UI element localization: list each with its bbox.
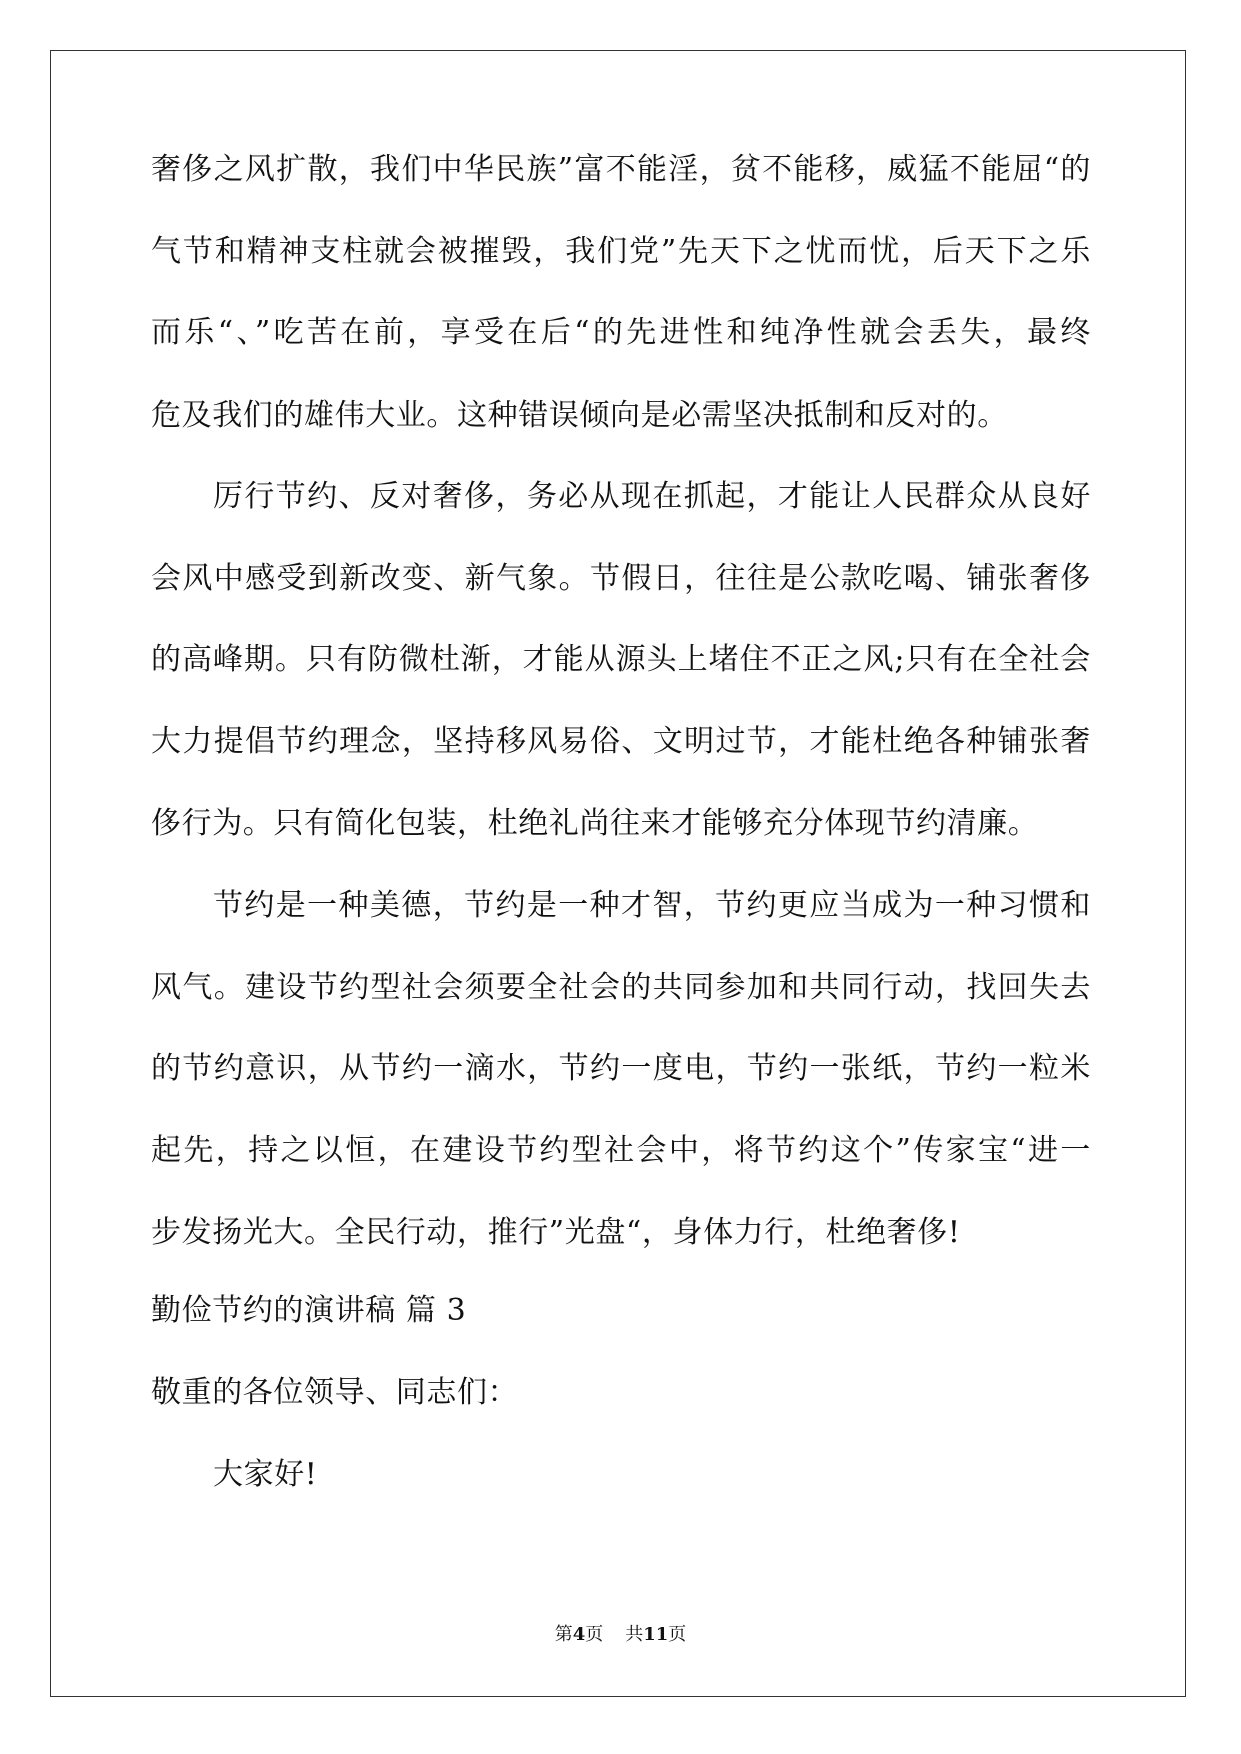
page-current-number: 4 <box>572 1624 586 1645</box>
page-total-number: 11 <box>643 1624 669 1645</box>
body-text-line: 奢侈之风扩散，我们中华民族”富不能淫，贫不能移，威猛不能屈“的 <box>151 152 1091 187</box>
body-text-line: 起先，持之以恒，在建设节约型社会中，将节约这个”传家宝“进一 <box>151 1133 1091 1168</box>
paragraph-first-line: 节约是一种美德，节约是一种才智，节约更应当成为一种习惯和 <box>213 888 1091 923</box>
greeting: 大家好! <box>213 1457 318 1492</box>
body-text-line: 的节约意识，从节约一滴水，节约一度电，节约一张纸，节约一粒米 <box>151 1051 1091 1086</box>
body-text-line: 而乐“、”吃苦在前，享受在后“的先进性和纯净性就会丢失，最终 <box>151 315 1091 350</box>
body-text-line: 步发扬光大。全民行动，推行”光盘“，身体力行，杜绝奢侈! <box>151 1215 961 1250</box>
page-unit: 页 <box>585 1624 604 1645</box>
body-text-line: 风气。建设节约型社会须要全社会的共同参加和共同行动，找回失去 <box>151 970 1091 1005</box>
total-unit: 页 <box>668 1624 687 1645</box>
body-text-line: 气节和精神支柱就会被摧毁，我们党”先天下之忧而忧，后天下之乐 <box>151 234 1091 269</box>
body-text-line: 的高峰期。只有防微杜渐，才能从源头上堵住不正之风;只有在全社会 <box>151 642 1091 677</box>
section-heading: 勤俭节约的演讲稿 篇 3 <box>151 1293 467 1328</box>
body-text-line: 大力提倡节约理念，坚持移风易俗、文明过节，才能杜绝各种铺张奢 <box>151 724 1091 759</box>
body-text-line: 侈行为。只有简化包装，杜绝礼尚往来才能够充分体现节约清廉。 <box>151 806 1039 841</box>
paragraph-first-line: 厉行节约、反对奢侈，务必从现在抓起，才能让人民群众从良好 <box>213 479 1091 514</box>
body-text-line: 危及我们的雄伟大业。这种错误倾向是必需坚决抵制和反对的。 <box>151 398 1008 433</box>
salutation: 敬重的各位领导、同志们： <box>151 1375 519 1410</box>
total-prefix: 共 <box>625 1624 644 1645</box>
page-footer <box>0 1623 1241 1647</box>
page-prefix: 第 <box>554 1624 573 1645</box>
body-text-line: 会风中感受到新改变、新气象。节假日，往往是公款吃喝、铺张奢侈 <box>151 561 1091 596</box>
page-border <box>50 50 1186 1697</box>
